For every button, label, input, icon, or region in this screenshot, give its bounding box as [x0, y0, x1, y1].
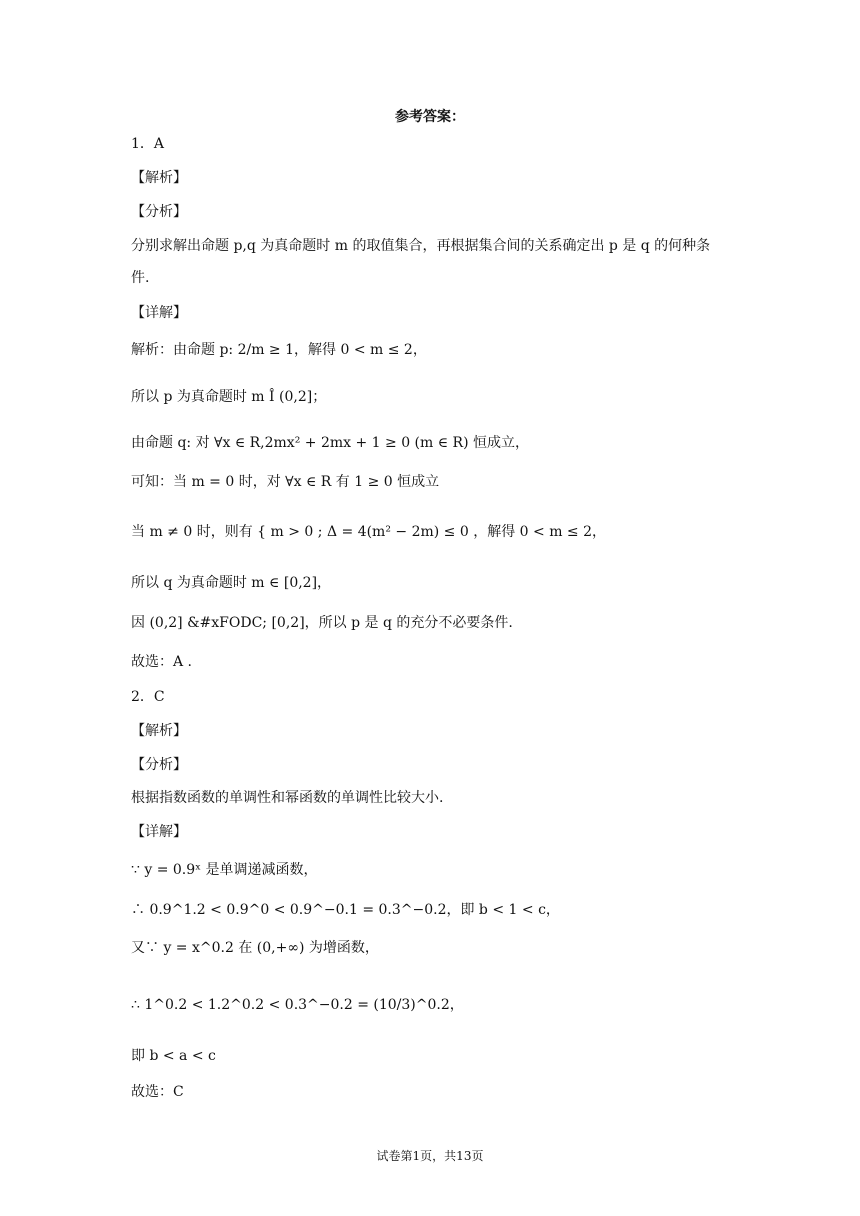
q2-step-3: 又∵ y = x^0.2 在 (0,+∞) 为增函数，	[131, 940, 379, 956]
q1-step-4: 可知：当 m = 0 时，对 ∀x ∈ R 有 1 ≥ 0 恒成立	[131, 474, 440, 490]
page-footer: 试卷第1页，共13页	[376, 1149, 484, 1163]
q2-analysis: 根据指数函数的单调性和幂函数的单调性比较大小.	[131, 790, 444, 806]
q1-xiangjie-heading: 【详解】	[131, 305, 187, 321]
q1-fenxi-heading: 【分析】	[131, 204, 187, 220]
q2-jiexi-heading: 【解析】	[131, 723, 187, 739]
q1-step-2: 所以 p 为真命题时 m Î (0,2]；	[131, 389, 327, 405]
q2-answer: 2．C	[131, 689, 165, 705]
q1-step-6: 所以 q 为真命题时 m ∈ [0,2]，	[131, 575, 332, 591]
q1-jiexi-heading: 【解析】	[131, 170, 187, 186]
q1-analysis-line1: 分别求解出命题 p,q 为真命题时 m 的取值集合，再根据集合间的关系确定出 p 是 q 的何种条	[131, 238, 711, 254]
q1-step-7: 因 (0,2] &#xFODC; [0,2]，所以 p 是 q 的充分不必要条件.	[131, 615, 513, 631]
q2-step-4: ∴ 1^0.2 < 1.2^0.2 < 0.3^−0.2 = (10/3)^0.2，	[131, 997, 464, 1013]
q2-xiangjie-heading: 【详解】	[131, 824, 187, 840]
answer-key-title: 参考答案：	[395, 109, 465, 125]
q2-fenxi-heading: 【分析】	[131, 757, 187, 773]
q1-answer: 1．A	[131, 136, 165, 152]
q2-step-1: ∵ y = 0.9ˣ 是单调递减函数，	[131, 862, 318, 878]
q2-choice: 故选：C	[131, 1084, 184, 1100]
q1-step-1: 解析：由命题 p: 2/m ≥ 1，解得 0 < m ≤ 2，	[131, 342, 427, 358]
q1-choice: 故选：A .	[131, 654, 193, 670]
q2-step-5: 即 b < a < c	[131, 1048, 216, 1064]
q1-step-5: 当 m ≠ 0 时，则有 { m > 0 ; Δ = 4(m² − 2m) ≤ 0 ，解得 0 < m ≤ 2，	[131, 524, 607, 540]
q1-step-3: 由命题 q: 对 ∀x ∈ R,2mx² + 2mx + 1 ≥ 0 (m ∈ R) 恒成立，	[131, 435, 530, 451]
q1-analysis-line2: 件.	[131, 270, 150, 286]
q2-step-2: ∴ 0.9^1.2 < 0.9^0 < 0.9^−0.1 = 0.3^−0.2，即 b < 1 < c，	[131, 902, 560, 918]
